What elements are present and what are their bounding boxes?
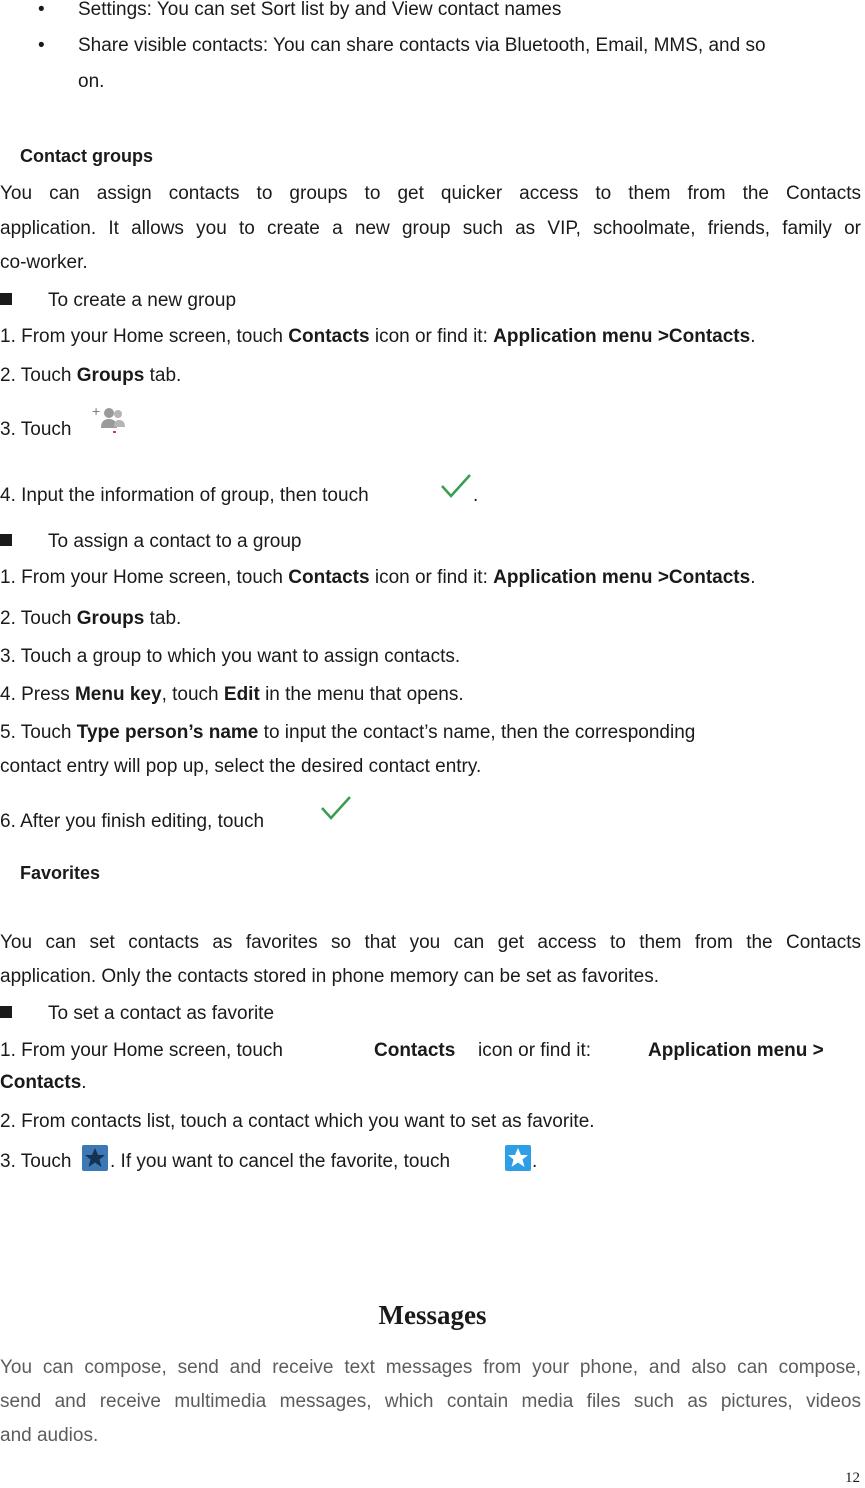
svg-text:+: + [92,404,101,419]
messages-body-1: You can compose, send and receive text messages from your phone, and also can compose, [0,1357,861,1378]
favorite-step-2: 2. From contacts list, touch a contact which you want to set as favorite. [0,1111,595,1132]
page-number: 12 [845,1470,860,1486]
messages-title: Messages [378,1300,487,1330]
assign-step-1: 1. From your Home screen, touch Contacts icon or find it: Application menu >Contacts. [0,567,756,588]
assign-group-title: To assign a contact to a group [48,531,302,552]
favorite-step-1: 1. From your Home screen, touch Contacts icon or find it: Application menu > [0,1040,824,1061]
create-step-1: 1. From your Home screen, touch Contacts icon or find it: Application menu >Contacts. [0,326,756,347]
create-step-4: 4. Input the information of group, then touch . [0,484,861,508]
contact-groups-intro-2: application. It allows you to create a new group such as VIP, schoolmate, friends, family or [0,218,861,239]
assign-step-2: 2. Touch Groups tab. [0,608,182,629]
bullet-dot: • [38,35,45,56]
contact-groups-intro-3: co-worker. [0,252,88,273]
favorites-heading: Favorites [20,863,101,883]
favorite-step-3: 3. Touch . If you want to cancel the favorite, touch . [0,1150,861,1174]
assign-step-4: 4. Press Menu key, touch Edit in the menu that opens. [0,684,464,705]
star-outline-icon [505,1145,531,1171]
document-page: • Settings: You can set Sort list by and View contact names • Share visible contacts: You can share contacts via Bluetooth, Email, MMS, and so on. Contact groups You can assign contacts to groups to get quicker access to them from the Contacts application. It allows you to create a new group such as VIP, schoolmate, friends, family or co-worker. To create a new group 1. From your Home screen, touch Contacts icon or find it: Application menu >Contacts. 2. Touch Groups tab. 3. Touch + 4. Input the information of group, then touch . To assign a contact to a group 1. From your Home screen, touch Contacts icon or find it: Application menu >Contacts. 2. Touch Groups tab. 3. Touch a group to which you want to assign contacts. 4. Press Menu key, touch Edit in the menu that opens. 5. Touch Type person’s name to input the contact’s name, then the corresponding contact entry will pop up, select the desired contact entry. 6. After you finish editing, touch Favorites You can set contacts as favorites so that you can get access to them from the Contacts application. Only the contacts stored in phone memory can be set as favorites. To set a contact as favorite 1. From your Home screen, touch Contacts icon or find it: Application menu > Contacts. 2. From contacts list, touch a contact which you want to set as favorite. 3. Touch . If you want to cancel the favorite, touch . Messages You can compose, send and receive text messages from your phone, and also can compose, send and receive multimedia messages, which contain media files such as pictures, videos and audios. 12 [0,0,865,1488]
create-step-3: 3. Touch + [0,418,861,442]
favorites-intro-2: application. Only the contacts stored in phone memory can be set as favorites. [0,966,660,987]
assign-step-5: 5. Touch Type person’s name to input the contact’s name, then the corresponding [0,722,696,743]
add-group-icon [92,404,128,441]
create-step-2: 2. Touch Groups tab. [0,365,182,386]
assign-step-5-cont: contact entry will pop up, select the desired contact entry. [0,756,482,777]
check-icon [440,472,472,507]
assign-step-3: 3. Touch a group to which you want to assign contacts. [0,646,461,667]
create-group-title: To create a new group [48,290,237,311]
square-bullet [0,1006,12,1018]
set-favorite-title: To set a contact as favorite [48,1003,275,1024]
square-bullet [0,293,12,305]
check-icon [320,794,352,829]
contact-groups-intro-1: You can assign contacts to groups to get quicker access to them from the Contacts [0,183,861,204]
square-bullet [0,534,12,546]
star-filled-icon [82,1145,108,1171]
bullet-dot: • [38,0,45,20]
favorites-intro-1: You can set contacts as favorites so that you can get access to them from the Contacts [0,932,861,953]
assign-step-6: 6. After you finish editing, touch [0,810,861,834]
favorite-step-1-cont: Contacts. [0,1072,87,1093]
contact-groups-heading: Contact groups [20,146,153,166]
messages-body-2: send and receive multimedia messages, which contain media files such as pictures, videos [0,1391,861,1412]
messages-body-3: and audios. [0,1425,99,1446]
bullet-share-contacts-cont: on. [78,71,105,92]
